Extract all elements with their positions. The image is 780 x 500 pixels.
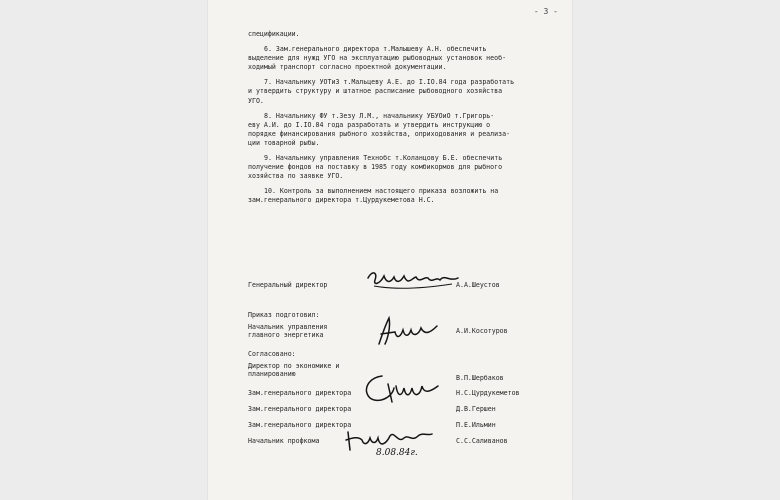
prepared-label: Приказ подготовил:	[248, 311, 320, 319]
approval-title-line1: Директор по экономике и	[248, 362, 340, 370]
body-line: УГО.	[248, 96, 264, 105]
approval-name: Н.С.Цурдукеметов	[456, 389, 520, 397]
preparer-title-line1: Начальник управления	[248, 323, 328, 331]
approval-title: Зам.генерального директора	[248, 421, 352, 429]
body-line: ции товарной рыбы.	[248, 138, 320, 147]
body-line: 8. Начальнику ФУ т.Зезу Л.М., начальнику УБУОиО т.Григорь-	[264, 111, 495, 120]
body-line: порядке финансирования рыбного хозяйства, оприходования и реализа-	[248, 129, 511, 138]
handwritten-date: 8.08.84г.	[376, 448, 418, 458]
approval-name: Д.В.Гершен	[456, 405, 496, 413]
agreed-label: Согласовано:	[248, 350, 296, 358]
general-director-name: А.А.Шеустов	[456, 281, 500, 289]
approval-name: В.П.Шербаков	[456, 374, 504, 382]
general-director-title: Генеральный директор	[248, 281, 328, 289]
body-line: 10. Контроль за выполнением настоящего приказа возложить на	[264, 187, 499, 196]
approval-title-line2: планированию	[248, 370, 296, 378]
body-line: получение фондов на поставку в 1985 году комбикормов для рыбного	[248, 163, 503, 172]
preparer-title-line2: главного энергетика	[248, 331, 324, 339]
body-line: ходимый транспорт согласно проектной документации.	[248, 63, 447, 72]
body-line: выделение для нужд УГО на эксплуатацию рыбоводных установок необ-	[248, 54, 507, 63]
body-line: зам.генерального директора т.Цурдукеметова Н.С.	[248, 196, 435, 205]
body-line: 6. Зам.генерального директора т.Малышеву А.Н. обеспечить	[264, 45, 487, 54]
preparer-name: А.И.Косотуров	[456, 327, 508, 335]
approval-title: Зам.генерального директора	[248, 405, 352, 413]
approval-name: С.С.Саливанов	[456, 437, 508, 445]
approval-name: П.Е.Ильмин	[456, 421, 496, 429]
body-line: 7. Начальнику УОТиЗ т.Мальцеву А.Е. до I.IO.84 года разработать	[264, 78, 515, 87]
page-number: - 3 -	[533, 7, 558, 16]
deputy-director-signature	[358, 372, 444, 406]
body-line: и утвердить структуру и штатное расписание рыбоводного хозяйства	[248, 87, 503, 96]
body-line: хозяйства по заявке УГО.	[248, 172, 344, 181]
approval-title: Начальник профкома	[248, 437, 320, 445]
body-line: еву А.И. до I.IO.84 года разработать и утвердить инструкцию о	[248, 120, 491, 129]
general-director-signature	[366, 268, 466, 294]
approval-title: Зам.генерального директора	[248, 389, 352, 397]
body-line: 9. Начальнику управления Технобс т.Коланцову Б.Е. обеспечить	[264, 154, 503, 163]
preparer-signature	[373, 314, 443, 348]
document-body	[248, 30, 552, 206]
body-line: спецификации.	[248, 30, 300, 38]
document-page	[208, 0, 572, 500]
